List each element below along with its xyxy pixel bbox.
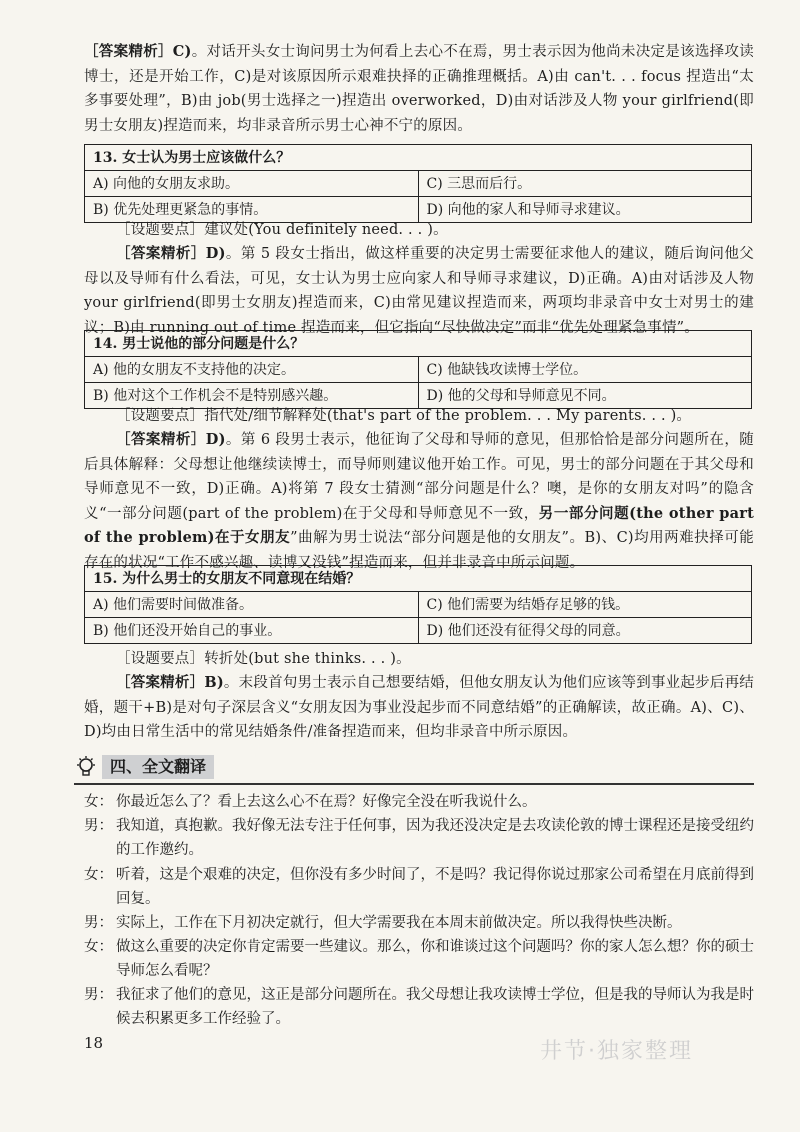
- option-c: C) 三思而后行。: [418, 171, 752, 197]
- q13-point: [116, 218, 756, 243]
- dialog-line: [84, 911, 754, 935]
- answer-letter: D): [205, 245, 226, 262]
- speaker-label: 男：: [84, 987, 113, 1003]
- speaker-label: 女：: [84, 939, 113, 955]
- speaker-label: 女：: [84, 794, 113, 810]
- question-15-stem: 15. 为什么男士的女朋友不同意现在结婚？: [85, 566, 752, 592]
- dialog-line: [84, 983, 754, 1031]
- page-number: 18: [84, 1034, 104, 1052]
- option-b: B) 优先处理更紧急的事情。: [85, 197, 419, 223]
- analysis-tag: ［答案精析］: [84, 43, 173, 60]
- dialog-line: [84, 935, 754, 983]
- section-title: 四、全文翻译: [102, 755, 214, 779]
- analysis-bold: 另一部分问题(the other part of the problem)在于女朋友: [84, 504, 754, 546]
- analysis-text: 。第 5 段女士指出，做这样重要的决定男士需要征求他人的建议，随后询问他父母以及导师有什么看法，可见，女士认为男士应向家人和导师寻求建议，D)正确。A)由对话涉及人物 your girlfriend(即男士女朋友)捏造而来，C)由常见建议捏造而来，两项均非录音中女士对男士的建议；B)由 running out of time 捏造而来，但它指向“尽快做决定”而非“优先处理紧急事情”。: [84, 246, 755, 336]
- footer-watermark: 井节·独家整理: [540, 1039, 693, 1064]
- analysis-text: 。末段首句男士表示自己想要结婚，但他女朋友认为他们应该等到事业起步后再结婚，题干+B)是对句子深层含义“女朋友因为事业没起步而不同意结婚”的正确解读，故正确。A)、C)、D)均由日常生活中的常见结婚条件/准备捏造而来，但均非录音中所示原因。: [84, 675, 754, 740]
- point-tag: ［设题要点］: [116, 651, 205, 667]
- speaker-label: 男：: [84, 818, 113, 834]
- point-text: 指代处/细节解释处(that's part of the problem. . . My parents. . . )。: [204, 408, 692, 424]
- dialog-text: 我知道，真抱歉。我好像无法专注于任何事，因为我还没决定是去攻读伦敦的博士课程还是接受纽约的工作邀约。: [116, 818, 754, 858]
- analysis-tag: ［答案精析］: [116, 431, 206, 448]
- dialog-line: [84, 790, 754, 814]
- speaker-label: 男：: [84, 915, 113, 931]
- option-a: A) 他们需要时间做准备。: [85, 592, 419, 618]
- option-d: D) 他们还没有征得父母的同意。: [418, 618, 752, 644]
- analysis-tag: ［答案精析］: [116, 674, 205, 691]
- dialog-text: 你最近怎么了？看上去这么心不在焉？好像完全没在听我说什么。: [116, 794, 537, 810]
- point-text: 建议处(You definitely need. . . )。: [204, 222, 448, 238]
- option-d: D) 向他的家人和导师寻求建议。: [418, 197, 752, 223]
- option-a: A) 向他的女朋友求助。: [85, 171, 419, 197]
- dialog-line: [84, 863, 754, 911]
- question-14-stem: 14. 男士说他的部分问题是什么？: [85, 331, 752, 357]
- dialog-text: 做这么重要的决定你肯定需要一些建议。那么，你和谁谈过这个问题吗？你的家人怎么想？你的硕士导师怎么看呢？: [116, 939, 754, 979]
- speaker-label: 女：: [84, 867, 113, 883]
- dialog-text: 我征求了他们的意见，这正是部分问题所在。我父母想让我攻读博士学位，但是我的导师认为我是时候去积累更多工作经验了。: [116, 987, 754, 1027]
- option-c: C) 他缺钱攻读博士学位。: [418, 357, 752, 383]
- dialog-text: 听着，这是个艰难的决定，但你没有多少时间了，不是吗？我记得你说过那家公司希望在月底前得到回复。: [116, 867, 754, 907]
- option-a: A) 他的女朋友不支持他的决定。: [85, 357, 419, 383]
- section-header: [74, 753, 754, 785]
- answer-letter: D): [205, 431, 226, 448]
- lightbulb-icon: [74, 755, 98, 779]
- point-tag: ［设题要点］: [116, 408, 205, 424]
- question-14-table: [84, 330, 752, 409]
- q14-point: [116, 404, 756, 429]
- option-c: C) 他们需要为结婚存足够的钱。: [418, 592, 752, 618]
- option-b: B) 他们还没开始自己的事业。: [85, 618, 419, 644]
- answer-letter: B): [204, 674, 224, 691]
- analysis-text: 。对话开头女士询问男士为何看上去心不在焉，男士表示因为他尚未决定是该选择攻读博士，还是开始工作，C)是对该原因所示艰难抉择的正确推理概括。A)由 can't. . . focus 捏造出“太多事要处理”，B)由 job(男士选择之一)捏造出 overworked，D)由对话涉及人物 your girlfriend(即男士女朋友)捏造而来，均非录音所示男士心神不宁的原因。: [84, 44, 754, 134]
- question-13-stem: 13. 女士认为男士应该做什么？: [85, 145, 752, 171]
- point-text: 转折处(but she thinks. . . )。: [204, 651, 411, 667]
- q13-analysis: [84, 242, 754, 340]
- question-15-table: [84, 565, 752, 644]
- analysis-text: 。第 6 段男士表示，他征询了父母和导师的意见，但那恰恰是部分问题所在，随后具体解释：父母想让他继续读博士，而导师则建议他开始工作。可见，男士的部分问题在于其父母和导师意见不一致，D)正确。A)将第 7 段女士猜测“部分问题是什么？噢，是你的女朋友对吗”的隐含义“一部分问题(part of the problem)在于父母和导师意见不一致，: [84, 432, 755, 522]
- q14-analysis: [84, 428, 754, 575]
- q15-analysis: [84, 671, 754, 745]
- q12-analysis: [84, 40, 754, 138]
- point-tag: ［设题要点］: [116, 222, 205, 238]
- option-b: B) 他对这个工作机会不是特别感兴趣。: [85, 383, 419, 409]
- analysis-text-b: ”曲解为男士说法“部分问题是他的女朋友”。B)、C)均用两难抉择可能存在的状况“工作不感兴趣、读博又没钱”捏造而来，但并非录音中所示问题。: [84, 530, 754, 571]
- option-d: D) 他的父母和导师意见不同。: [418, 383, 752, 409]
- analysis-tag: ［答案精析］: [116, 245, 206, 262]
- answer-letter: C): [172, 43, 192, 60]
- dialog-line: [84, 814, 754, 862]
- dialog-text: 实际上，工作在下月初决定就行，但大学需要我在本周末前做决定。所以我得快些决断。: [116, 915, 682, 931]
- question-13-table: [84, 144, 752, 223]
- q15-point: [116, 647, 756, 672]
